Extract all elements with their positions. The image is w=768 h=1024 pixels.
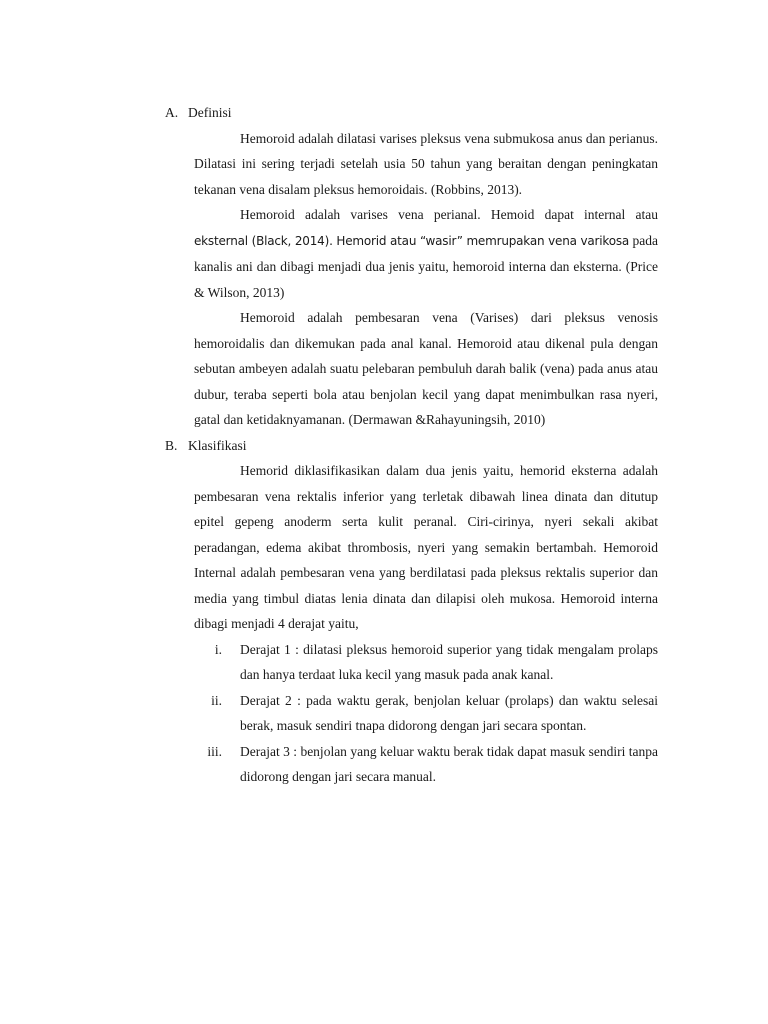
list-item-text: Derajat 2 : pada waktu gerak, benjolan keluar (prolaps) dan waktu selesai berak, masuk sendiri tnapa didorong dengan jari secara spontan. — [240, 692, 658, 733]
list-item — [194, 739, 658, 790]
section-title: Definisi — [188, 105, 232, 120]
paragraph-text: Hemoroid adalah varises vena perianal. Hemoid dapat internal atau — [240, 207, 658, 222]
list-item-number: i. — [214, 641, 222, 657]
section-title: Klasifikasi — [188, 437, 247, 453]
list-item — [194, 637, 658, 688]
list-item — [194, 688, 658, 739]
list-item-text: Derajat 3 : benjolan yang keluar waktu berak tidak dapat masuk sendiri tanpa didorong dengan jari secara manual. — [240, 743, 658, 784]
section-heading-definisi — [165, 100, 658, 126]
list-item-text: Derajat 1 : dilatasi pleksus hemoroid superior yang tidak mengalam prolaps dan hanya terdaat luka kecil yang masuk pada anak kanal. — [240, 641, 658, 682]
paragraph: Hemoroid adalah pembesaran vena (Varises) dari pleksus venosis hemoroidalis dan dikemukan pada anal kanal. Hemoroid atau dikenal pula dengan sebutan ambeyen adalah suatu pelebaran pembuluh darah balik (vena) pada anus atau dubur, teraba seperti bola atau benjolan kecil yang dapat menimbulkan rasa nyeri, gatal dan ketidaknyamanan. (Dermawan &Rahayuningsih, 2010) — [194, 310, 658, 427]
paragraph-text-sans: eksternal (Black, 2014). Hemorid atau “wasir” memrupakan vena varikosa — [194, 233, 630, 248]
section-heading-klasifikasi — [165, 433, 658, 459]
derajat-list — [165, 637, 658, 790]
paragraph: Hemoroid adalah dilatasi varises pleksus vena submukosa anus dan perianus. Dilatasi ini sering terjadi setelah usia 50 tahun yang beraitan dengan peningkatan tekanan vena disalam pleksus hemoroidais. (Robbins, 2013). — [194, 130, 658, 197]
section-label: B. — [165, 437, 178, 453]
section-label: A. — [165, 105, 179, 120]
list-item-number: iii. — [207, 743, 222, 759]
paragraph: Hemorid diklasifikasikan dalam dua jenis yaitu, hemorid eksterna adalah pembesaran vena rektalis inferior yang terletak dibawah linea dinata dan ditutup epitel gepeng anoderm serta kulit peranal. Ciri-cirinya, nyeri sekali akibat peradangan, edema akibat thrombosis, nyeri yang semakin bertambah. Hemoroid Internal adalah pembesaran vena yang berdilatasi pada pleksus rektalis superior dan media yang timbul diatas lenia dinata dan dilapisi oleh mukosa. Hemoroid interna dibagi menjadi 4 derajat yaitu, — [194, 463, 658, 631]
paragraph-text: pada kanalis ani dan dibagi menjadi dua jenis yaitu, hemoroid interna dan eksterna. (Price & Wilson, 2013) — [194, 232, 659, 300]
paragraph — [165, 202, 658, 305]
list-item-number: ii. — [211, 692, 222, 708]
